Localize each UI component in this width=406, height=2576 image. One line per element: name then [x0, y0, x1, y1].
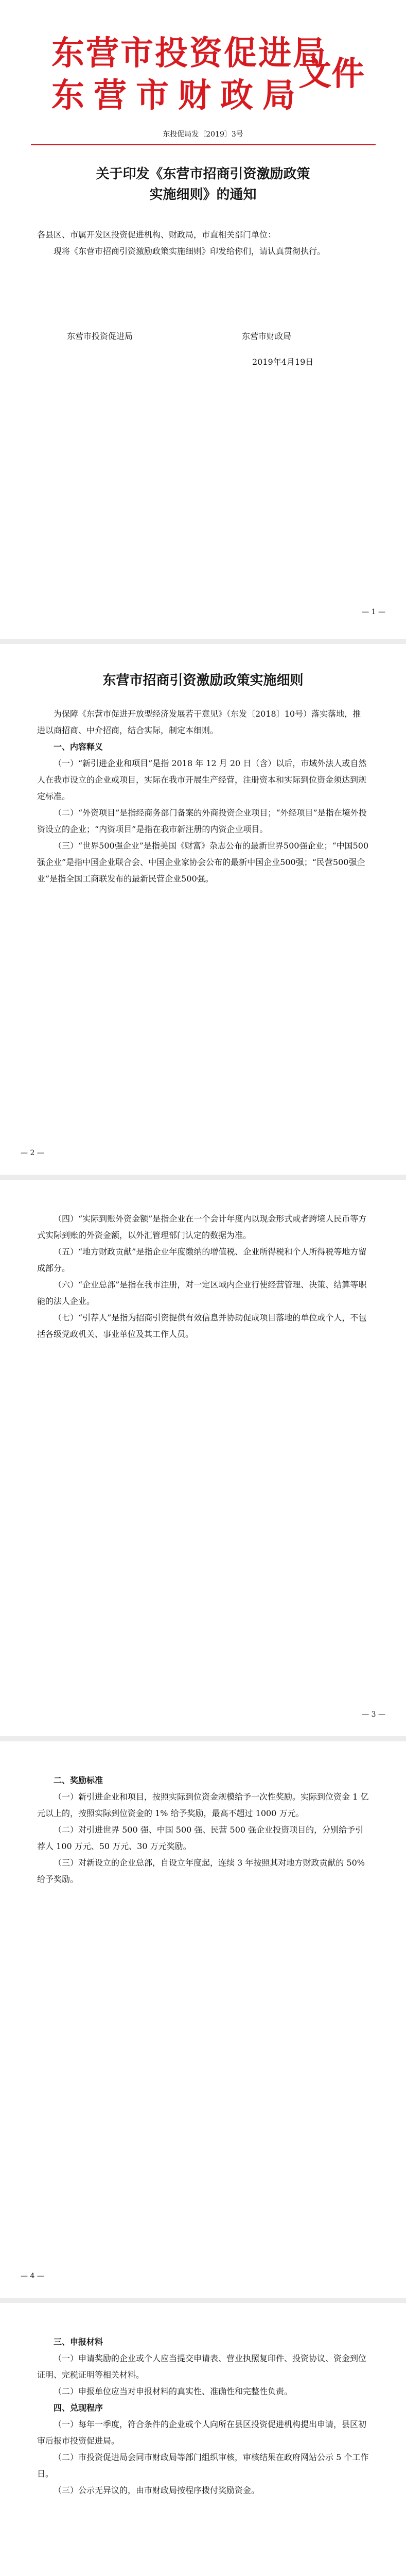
page-5: [0, 2303, 406, 2576]
page-4: [0, 1741, 406, 2298]
paragraph-15: （三）公示无异议的，由市财政局按程序拨付奖励资金。: [54, 2485, 260, 2495]
paragraph-10: （三）对新设立的企业总部，自设立年度起，连续 3 年按照其对地方财政贡献的 50% 给予奖励。: [37, 1858, 365, 1884]
signer-left: 东营市投资促进局: [67, 331, 133, 341]
paragraph-6: （六）“企业总部”是指在我市注册，对一定区域内企业行使经营管理、决策、结算等职能的法人企业。: [37, 1280, 367, 1306]
page-number-3: — 3 —: [362, 1710, 385, 1719]
paragraph-12: （二）申报单位应当对申报材料的真实性、准确性和完整性负责。: [54, 2386, 293, 2396]
notice-body: 现将《东营市招商引资激励政策实施细则》印发给你们，请认真贯彻执行。: [54, 246, 326, 256]
signer-right: 东营市财政局: [242, 331, 292, 341]
document-header: [31, 27, 381, 114]
notice-title-line-1: 关于印发《东营市招商引资激励政策: [96, 166, 310, 182]
paragraph-4: （四）“实际到账外资金额”是指企业在一个会计年度内以现金形式或者跨境人民币等方式实际到账的外资金额，以外汇管理部门认定的数据为准。: [37, 1214, 367, 1240]
document-number: 东投促局发〔2019〕3号: [163, 130, 243, 139]
rules-intro: 为保障《东营市促进开放型经济发展若干意见》（东发〔2018〕10号）落实落地，推进以商招商、中介招商，结合实际，制定本细则。: [37, 709, 361, 735]
paragraph-14: （二）市投资促进局会同市财政局等部门组织审核，审核结果在政府网站公示 5 个工作日。: [37, 2452, 369, 2479]
page-separator: [0, 639, 406, 644]
paragraph-11: （一）申请奖励的企业或个人应当提交申请表、营业执照复印件、投资协议、资金到位证明、完税证明等相关材料。: [37, 2353, 367, 2380]
paragraph-3: （三）“世界500强企业”是指美国《财富》杂志公布的最新世界500强企业；“中国500强企业”是指中国企业联合会、中国企业家协会公布的最新中国企业500强；“民营500强企业”是指全国工商联发布的最新民营企业500强。: [37, 841, 369, 884]
paragraph-7: （七）“引荐人”是指为招商引资提供有效信息并协助促成项目落地的单位或个人，不包括各级党政机关、事业单位及其工作人员。: [37, 1313, 367, 1339]
page-number-4: — 4 —: [21, 2272, 44, 2280]
issuer-line-2: 东营市财政局: [51, 76, 305, 115]
notice-title-line-2: 实施细则》的通知: [149, 187, 257, 202]
paragraph-13: （一）每年一季度，符合条件的企业或个人向所在县区投资促进机构提出申请，县区初审后报市投资促进局。: [37, 2419, 367, 2446]
page-separator: [0, 1736, 406, 1741]
page-separator: [0, 2298, 406, 2303]
issuer-line-1: 东营市投资促进局: [51, 34, 327, 73]
paragraph-8: （一）新引进企业和项目，按照实际到位资金规模给予一次性奖励。实际到位资金 1 亿元以上的，按照实际到位资金的 1% 给予奖励，最高不超过 1000 万元。: [37, 1792, 369, 1818]
paragraph-2: （二）“外资项目”是指经商务部门备案的外商投资企业项目；“外经项目”是指在境外投资设立的企业；“内资项目”是指在我市新注册的内资企业项目。: [37, 808, 367, 834]
page-3: [0, 1180, 406, 1736]
page-separator: [0, 1175, 406, 1180]
page-1: [0, 0, 406, 639]
section-heading-1: 一、内容释义: [54, 742, 103, 752]
section-heading-3: 三、申报材料: [54, 2337, 103, 2347]
section-heading-2: 二、奖励标准: [54, 1775, 103, 1785]
page-number-2: — 2 —: [21, 1149, 44, 1157]
red-rule: [31, 144, 376, 145]
document-type: 文件: [298, 55, 364, 93]
page-number-1: — 1 —: [362, 608, 385, 616]
notice-date: 2019年4月19日: [252, 357, 314, 367]
paragraph-9: （二）对引进世界 500 强、中国 500 强、民营 500 强企业投资项目的，分别给予引荐人 100 万元、50 万元、30 万元奖励。: [37, 1825, 364, 1851]
paragraph-5: （五）“地方财政贡献”是指企业年度缴纳的增值税、企业所得税和个人所得税等地方留成部分。: [37, 1247, 367, 1273]
page-2: [0, 644, 406, 1175]
paragraph-1: （一）“新引进企业和项目”是指 2018 年 12 月 20 日（含）以后，市域外法人或自然人在我市设立的企业或项目，实际在我市开展生产经营，注册资本和实际到位资金须达到规定标准。: [37, 758, 367, 801]
section-heading-4: 四、兑现程序: [54, 2403, 103, 2413]
rules-title: 东营市招商引资激励政策实施细则: [102, 673, 304, 688]
salutation: 各县区、市属开发区投资促进机构、财政局，市直相关部门单位：: [37, 230, 276, 240]
